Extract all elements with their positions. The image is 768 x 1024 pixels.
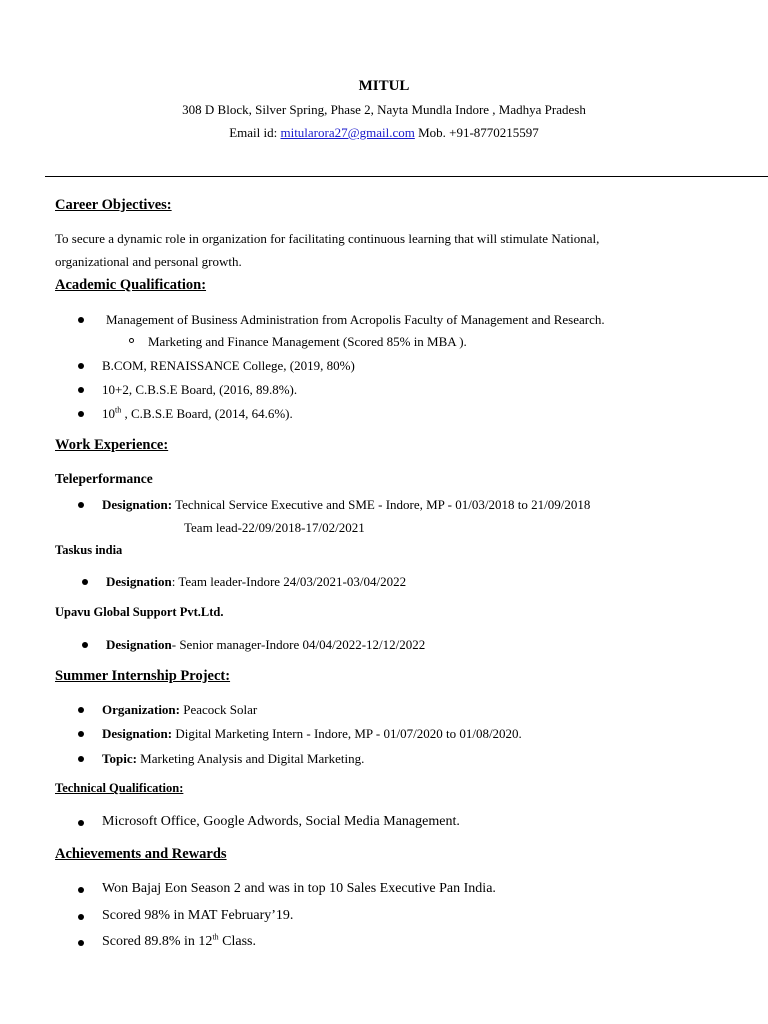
bullet-icon: [78, 363, 84, 369]
career-objectives-heading: Career Objectives:: [55, 197, 172, 213]
technical-skills: Microsoft Office, Google Adwords, Social Media Management.: [102, 814, 460, 829]
bullet-icon: [78, 502, 84, 508]
career-objectives-line-2: organizational and personal growth.: [55, 254, 242, 269]
internship-designation: Designation: Digital Marketing Intern - Indore, MP - 01/07/2020 to 01/08/2020.: [102, 726, 522, 741]
academic-item-mba: Management of Business Administration from Acropolis Faculty of Management and Research.: [106, 312, 605, 327]
technical-qualification-heading: Technical Qualification:: [55, 781, 184, 795]
internship-organization: Organization: Peacock Solar: [102, 702, 258, 717]
company-teleperformance: Teleperformance: [55, 471, 153, 486]
company-upavu: Upavu Global Support Pvt.Ltd.: [55, 605, 224, 619]
achievement-mat: Scored 98% in MAT February’19.: [102, 908, 294, 923]
upavu-designation: Designation- Senior manager-Indore 04/04/2022-12/12/2022: [106, 637, 426, 652]
achievement-12th-class: Scored 89.8% in 12th Class.: [102, 932, 257, 949]
academic-subitem-specialization: Marketing and Finance Management (Scored 85% in MBA ).: [148, 334, 467, 349]
bullet-icon: [82, 579, 88, 585]
career-objectives-line-1: To secure a dynamic role in organization for facilitating continuous learning that will stimulate National,: [55, 231, 600, 246]
sub-bullet-icon: [129, 338, 134, 343]
mobile-number: Mob. +91-8770215597: [418, 125, 539, 140]
bullet-icon: [78, 940, 84, 946]
address: 308 D Block, Silver Spring, Phase 2, Nayta Mundla Indore , Madhya Pradesh: [182, 102, 586, 117]
bullet-icon: [78, 317, 84, 323]
header-divider: [45, 176, 768, 177]
bullet-icon: [78, 411, 84, 417]
bullet-icon: [78, 387, 84, 393]
contact-line: [0, 125, 768, 141]
bullet-icon: [78, 914, 84, 920]
bullet-icon: [82, 642, 88, 648]
internship-topic: Topic: Marketing Analysis and Digital Marketing.: [102, 751, 365, 766]
academic-item-10th: 10th , C.B.S.E Board, (2014, 64.6%).: [102, 405, 293, 421]
achievement-bajaj: Won Bajaj Eon Season 2 and was in top 10 Sales Executive Pan India.: [102, 881, 496, 896]
work-experience-heading: Work Experience:: [55, 437, 169, 453]
bullet-icon: [78, 756, 84, 762]
academic-qualification-heading: Academic Qualification:: [55, 277, 207, 293]
academic-item-12th: 10+2, C.B.S.E Board, (2016, 89.8%).: [102, 382, 298, 397]
bullet-icon: [78, 887, 84, 893]
bullet-icon: [78, 707, 84, 713]
taskus-designation: Designation: Team leader-Indore 24/03/2021-03/04/2022: [106, 574, 407, 589]
bullet-icon: [78, 820, 84, 826]
academic-item-bcom: B.COM, RENAISSANCE College, (2019, 80%): [102, 358, 355, 373]
email-link[interactable]: mitularora27@gmail.com: [280, 125, 415, 140]
company-taskus: Taskus india: [55, 543, 123, 557]
achievements-heading: Achievements and Rewards: [55, 846, 227, 862]
summer-internship-heading: Summer Internship Project:: [55, 668, 231, 684]
teleperformance-designation: Designation: Technical Service Executive and SME - Indore, MP - 01/03/2018 to 21/09/2018: [102, 497, 591, 512]
email-label: Email id:: [229, 125, 278, 140]
teleperformance-team-lead: Team lead-22/09/2018-17/02/2021: [184, 520, 365, 535]
bullet-icon: [78, 731, 84, 737]
candidate-name: MITUL: [358, 78, 410, 94]
